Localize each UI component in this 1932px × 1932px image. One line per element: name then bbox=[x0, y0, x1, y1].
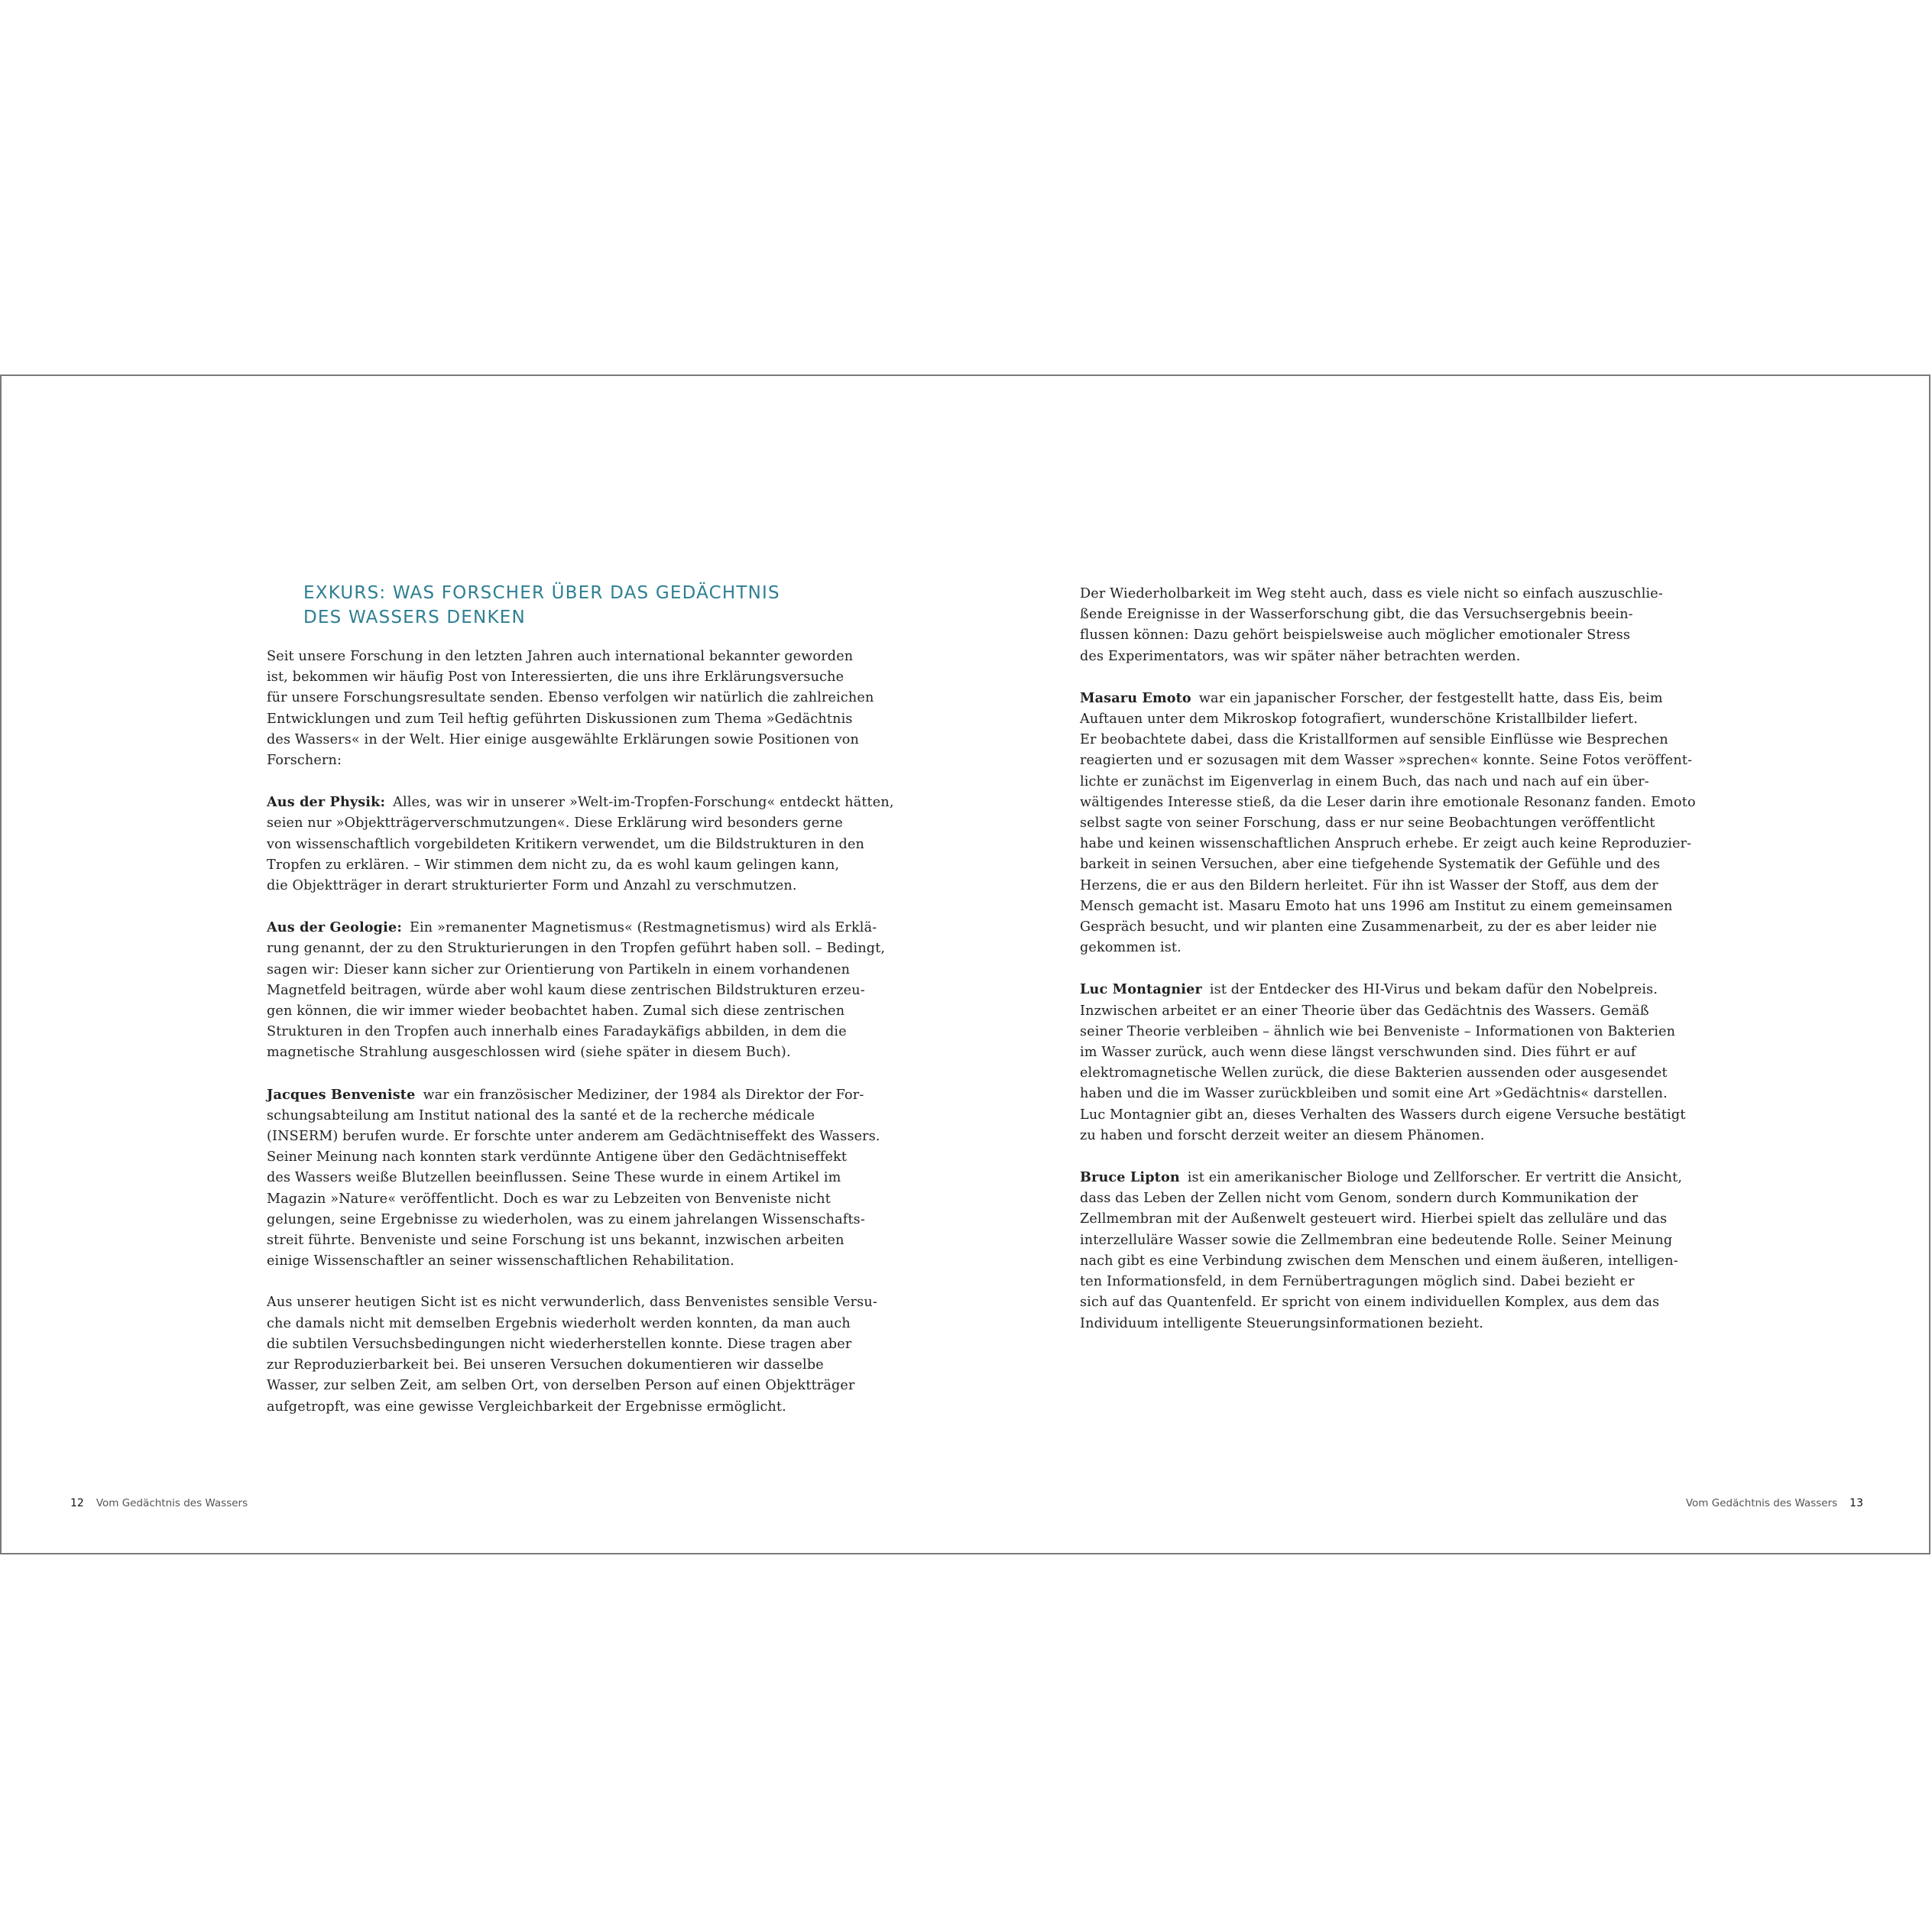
intro-paragraph bbox=[267, 647, 874, 771]
page-title bbox=[303, 581, 884, 630]
left-page bbox=[2, 376, 967, 1553]
text-line: magnetische Strahlung ausgeschlossen wird (siehe später in diesem Buch). bbox=[267, 1045, 791, 1061]
text-line: Zellmembran mit der Außenwelt gesteuert wird. Hierbei spielt das zelluläre und das bbox=[1080, 1211, 1668, 1227]
montagnier-paragraph bbox=[1080, 979, 1684, 1146]
lipton-paragraph bbox=[1080, 1167, 1684, 1334]
text-line: Auftauen unter dem Mikroskop fotografiert, wunderschöne Kristallbilder liefert. bbox=[1080, 712, 1639, 728]
text-line: Tropfen zu erklären. – Wir stimmen dem nicht zu, da es wohl kaum gelingen kann, bbox=[267, 857, 840, 873]
text-line: im Wasser zurück, auch wenn diese längst verschwunden sind. Dies führt er auf bbox=[1080, 1045, 1636, 1061]
running-title: Vom Gedächtnis des Wassers bbox=[96, 1497, 248, 1509]
text-line: einige Wissenschaftler an seiner wissenschaftlichen Rehabilitation. bbox=[267, 1253, 735, 1269]
text-line: flussen können: Dazu gehört beispielsweise auch möglicher emotionaler Stress bbox=[1080, 627, 1631, 643]
text-line: Gespräch besucht, und wir planten eine Zusammenarbeit, zu der es aber leider nie bbox=[1080, 919, 1658, 935]
text-line bbox=[1080, 1167, 1684, 1188]
text-line: aufgetropft, was eine gewisse Vergleichbarkeit der Ergebnisse ermöglicht. bbox=[267, 1399, 786, 1415]
emoto-paragraph bbox=[1080, 688, 1696, 959]
text-line: zur Reproduzierbarkeit bei. Bei unseren Versuchen dokumentieren wir dasselbe bbox=[267, 1357, 824, 1373]
reproducibility-paragraph bbox=[267, 1292, 877, 1417]
right-text-column bbox=[1080, 584, 1696, 1355]
text-line-body: ist der Entdecker des HI-Virus und bekam dafür den Nobelpreis. bbox=[1209, 982, 1658, 998]
text-line: Inzwischen arbeitet er an einer Theorie über das Gedächtnis des Wassers. Gemäß bbox=[1080, 1003, 1649, 1019]
page-title-line: DES WASSERS DENKEN bbox=[303, 608, 526, 627]
text-line: ist, bekommen wir häufig Post von Interessierten, die uns ihre Erklärungsversuche bbox=[267, 669, 844, 686]
page-footer-right bbox=[1686, 1496, 1863, 1510]
paragraph-lead: Jacques Benveniste bbox=[267, 1086, 416, 1103]
text-line bbox=[1080, 688, 1684, 709]
page-number: 13 bbox=[1849, 1497, 1863, 1509]
text-line: (INSERM) berufen wurde. Er forschte unter anderem am Gedächtniseffekt des Wassers. bbox=[267, 1129, 880, 1145]
text-line: Er beobachtete dabei, dass die Kristallformen auf sensible Einflüsse wie Besprechen bbox=[1080, 732, 1668, 748]
text-line bbox=[267, 792, 894, 813]
paragraph-lead: Aus der Geologie: bbox=[267, 919, 402, 936]
text-line: nach gibt es eine Verbindung zwischen dem Menschen und einem äußeren, intelligen- bbox=[1080, 1253, 1678, 1269]
text-line: Entwicklungen und zum Teil heftig geführten Diskussionen zum Thema »Gedächtnis bbox=[267, 711, 853, 727]
text-line-body: war ein französischer Mediziner, der 1984 als Direktor der For- bbox=[423, 1087, 864, 1103]
text-line bbox=[267, 1084, 870, 1106]
text-line: Strukturen in den Tropfen auch innerhalb eines Faradaykäfigs abbilden, in dem die bbox=[267, 1024, 847, 1040]
paragraph-lead: Masaru Emoto bbox=[1080, 689, 1191, 706]
text-line: habe und keinen wissenschaftlichen Anspruch erhebe. Er zeigt auch keine Reproduzier- bbox=[1080, 836, 1692, 852]
text-line: sich auf das Quantenfeld. Er spricht von einem individuellen Komplex, aus dem das bbox=[1080, 1295, 1660, 1311]
text-line: Seit unsere Forschung in den letzten Jahren auch international bekannter geworden bbox=[267, 649, 854, 664]
text-line-body: ist ein amerikanischer Biologe und Zellforscher. Er vertritt die Ansicht, bbox=[1187, 1170, 1683, 1186]
left-text-column bbox=[267, 647, 894, 1438]
text-line: Magnetfeld beitragen, würde aber wohl kaum diese zentrischen Bildstrukturen erzeu- bbox=[267, 982, 865, 998]
text-line: selbst sagte von seiner Forschung, dass er nur seine Beobachtungen veröffentlicht bbox=[1080, 815, 1655, 831]
text-line: reagierten und er sozusagen mit dem Wasser »sprechen« konnte. Seine Fotos veröffent- bbox=[1080, 753, 1693, 769]
paragraph-lead: Bruce Lipton bbox=[1080, 1169, 1180, 1186]
text-line-body: war ein japanischer Forscher, der festgestellt hatte, dass Eis, beim bbox=[1198, 690, 1663, 706]
text-line: barkeit in seinen Versuchen, aber eine tiefgehende Systematik der Gefühle und des bbox=[1080, 857, 1661, 873]
text-line: Herzens, die er aus den Bildern herleitet. Für ihn ist Wasser der Stoff, aus dem der bbox=[1080, 877, 1658, 893]
text-line: seiner Theorie verbleiben – ähnlich wie bei Benveniste – Informationen von Bakterien bbox=[1080, 1023, 1676, 1039]
book-spread bbox=[0, 374, 1930, 1554]
text-line: gen können, die wir immer wieder beobachtet haben. Zumal sich diese zentrischen bbox=[267, 1003, 845, 1019]
text-line: che damals nicht mit demselben Ergebnis wiederholt werden konnten, da man auch bbox=[267, 1315, 851, 1331]
text-line-body: Alles, was wir in unserer »Welt-im-Tropfen-Forschung« entdeckt hätten, bbox=[393, 795, 894, 811]
text-line: lichte er zunächst im Eigenverlag in einem Buch, das nach und nach auf ein über- bbox=[1080, 773, 1649, 789]
text-line: Mensch gemacht ist. Masaru Emoto hat uns 1996 am Institut zu einem gemeinsamen bbox=[1080, 898, 1673, 914]
text-line: gelungen, seine Ergebnisse zu wiederholen, was zu einem jahrelangen Wissenschafts- bbox=[267, 1211, 865, 1227]
text-line: für unsere Forschungsresultate senden. Ebenso verfolgen wir natürlich die zahlreichen bbox=[267, 690, 874, 706]
text-line: elektromagnetische Wellen zurück, die diese Bakterien aussenden oder ausgesendet bbox=[1080, 1065, 1668, 1081]
text-line: des Experimentators, was wir später näher betrachten werden. bbox=[1080, 648, 1521, 664]
text-line: des Wassers« in der Welt. Hier einige ausgewählte Erklärungen sowie Positionen von bbox=[267, 731, 860, 747]
text-line: rung genannt, der zu den Strukturierungen in den Tropfen geführt haben soll. – Bedingt, bbox=[267, 941, 886, 957]
text-line: schungsabteilung am Institut national des la santé et de la recherche médicale bbox=[267, 1107, 815, 1123]
page-footer-left bbox=[70, 1496, 248, 1510]
benveniste-paragraph bbox=[267, 1084, 880, 1272]
text-line: streit führte. Benveniste und seine Forschung ist uns bekannt, inzwischen arbeiten bbox=[267, 1233, 844, 1249]
geology-paragraph bbox=[267, 917, 886, 1063]
text-line: von wissenschaftlich vorgebildeten Kritikern verwendet, um die Bildstrukturen in den bbox=[267, 836, 864, 852]
text-line: Individuum intelligente Steuerungsinformationen bezieht. bbox=[1080, 1315, 1483, 1331]
text-line: zu haben und forscht derzeit weiter an diesem Phänomen. bbox=[1080, 1127, 1485, 1143]
text-line: die subtilen Versuchsbedingungen nicht wiederherstellen konnte. Diese tragen aber bbox=[267, 1336, 852, 1352]
text-line: Forschern: bbox=[267, 753, 342, 769]
text-line: ßende Ereignisse in der Wasserforschung gibt, die das Versuchsergebnis beein- bbox=[1080, 607, 1633, 623]
repeatability-paragraph bbox=[1080, 584, 1684, 667]
text-line: Der Wiederholbarkeit im Weg steht auch, dass es viele nicht so einfach auszuschlie- bbox=[1080, 586, 1663, 601]
text-line: haben und die im Wasser zurückbleiben und somit eine Art »Gedächtnis« darstellen. bbox=[1080, 1086, 1668, 1102]
paragraph-lead: Aus der Physik: bbox=[267, 794, 386, 811]
physics-paragraph bbox=[267, 792, 894, 896]
text-line: Seiner Meinung nach konnten stark verdünnte Antigene über den Gedächtniseffekt bbox=[267, 1149, 848, 1165]
text-line: Luc Montagnier gibt an, dieses Verhalten des Wassers durch eigene Versuche bestätigt bbox=[1080, 1107, 1686, 1123]
text-line: Magazin »Nature« veröffentlicht. Doch es war zu Lebzeiten von Benveniste nicht bbox=[267, 1191, 831, 1207]
text-line: Aus unserer heutigen Sicht ist es nicht verwunderlich, dass Benvenistes sensible Versu- bbox=[267, 1295, 877, 1311]
paragraph-lead: Luc Montagnier bbox=[1080, 981, 1202, 998]
text-line-body: Ein »remanenter Magnetismus« (Restmagnetismus) wird als Erklä- bbox=[409, 920, 877, 936]
right-page bbox=[967, 376, 1932, 1553]
text-line: seien nur »Objektträgerverschmutzungen«. Diese Erklärung wird besonders gerne bbox=[267, 815, 843, 831]
text-line bbox=[267, 917, 877, 938]
text-line: die Objektträger in derart strukturierter Form und Anzahl zu verschmutzen. bbox=[267, 878, 797, 894]
text-line: wältigendes Interesse stieß, da die Leser darin ihre emotionale Resonanz fanden. Emoto bbox=[1080, 794, 1696, 810]
page-title-line: EXKURS: WAS FORSCHER ÜBER DAS GEDÄCHTNIS bbox=[303, 583, 780, 603]
text-line: dass das Leben der Zellen nicht vom Genom, sondern durch Kommunikation der bbox=[1080, 1191, 1639, 1207]
text-line: des Wassers weiße Blutzellen beeinflussen. Seine These wurde in einem Artikel im bbox=[267, 1170, 841, 1186]
page-number: 12 bbox=[70, 1497, 84, 1509]
text-line: gekommen ist. bbox=[1080, 940, 1182, 956]
text-line: ten Informationsfeld, in dem Fernübertragungen möglich sind. Dabei bezieht er bbox=[1080, 1274, 1635, 1290]
text-line: Wasser, zur selben Zeit, am selben Ort, von derselben Person auf einen Objektträger bbox=[267, 1378, 855, 1394]
text-line bbox=[1080, 979, 1684, 1000]
text-line: sagen wir: Dieser kann sicher zur Orientierung von Partikeln in einem vorhandenen bbox=[267, 961, 851, 977]
running-title: Vom Gedächtnis des Wassers bbox=[1685, 1497, 1838, 1509]
text-line: interzelluläre Wasser sowie die Zellmembran eine bedeutende Rolle. Seiner Meinung bbox=[1080, 1232, 1673, 1248]
